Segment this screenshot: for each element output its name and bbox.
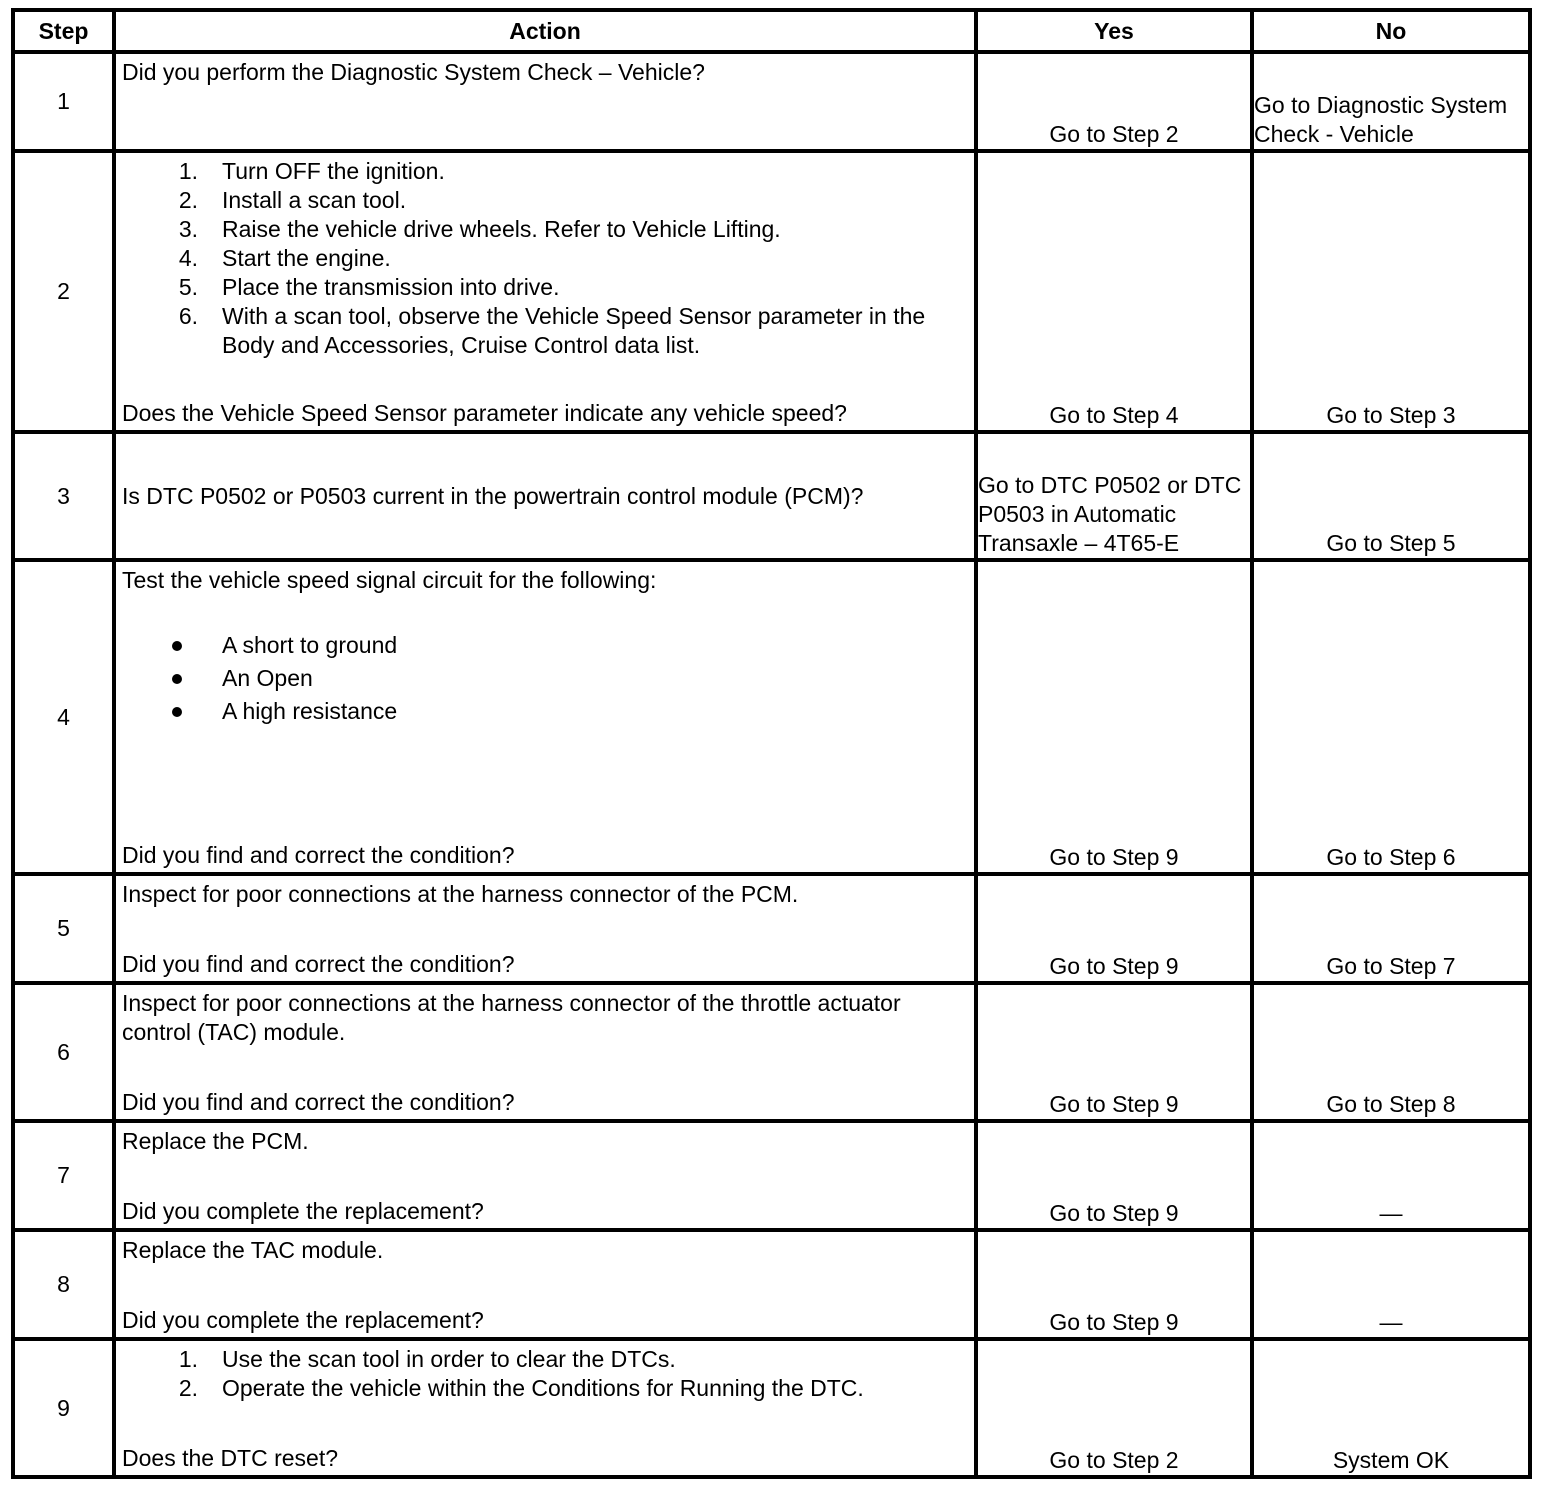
action-prompt: Replace the PCM. — [122, 1128, 309, 1154]
table-row — [13, 560, 1530, 874]
no-cell: — — [1252, 1230, 1530, 1339]
bullet-item: A high resistance — [122, 695, 968, 728]
action-prompt: Inspect for poor connections at the harness connector of the PCM. — [122, 881, 799, 907]
substep: 3. Raise the vehicle drive wheels. Refer to Vehicle Lifting. — [178, 216, 781, 242]
yes-cell: Go to Step 9 — [976, 983, 1252, 1121]
substep: 2. Install a scan tool. — [178, 187, 407, 213]
yes-cell: Go to Step 2 — [976, 1339, 1252, 1477]
no-cell: Go to Step 8 — [1252, 983, 1530, 1121]
substep: 1. Use the scan tool in order to clear the DTCs. — [178, 1346, 676, 1372]
yes-cell: Go to Step 9 — [976, 874, 1252, 983]
table-row — [13, 874, 1530, 983]
yes-cell: Go to Step 4 — [976, 151, 1252, 432]
action-cell — [114, 151, 976, 432]
no-cell: System OK — [1252, 1339, 1530, 1477]
action-prompt: Inspect for poor connections at the harness connector of the throttle actuator control (TAC) module. — [122, 990, 901, 1045]
step-number: 9 — [13, 1339, 114, 1477]
yes-cell: Go to Step 9 — [976, 560, 1252, 874]
action-cell — [114, 432, 976, 560]
action-question: Did you complete the replacement? — [122, 1198, 484, 1224]
table-row — [13, 1339, 1530, 1477]
no-cell: Go to Diagnostic System Check - Vehicle — [1252, 52, 1530, 151]
action-cell — [114, 874, 976, 983]
header-action: Action — [114, 10, 976, 52]
action-question: Does the Vehicle Speed Sensor parameter indicate any vehicle speed? — [122, 400, 847, 426]
action-question: Did you find and correct the condition? — [122, 842, 515, 868]
header-no: No — [1252, 10, 1530, 52]
substep-list — [122, 157, 968, 360]
substep: 5. Place the transmission into drive. — [178, 274, 560, 300]
no-cell: Go to Step 7 — [1252, 874, 1530, 983]
no-cell: — — [1252, 1121, 1530, 1230]
step-number: 6 — [13, 983, 114, 1121]
action-question: Did you complete the replacement? — [122, 1307, 484, 1333]
header-step: Step — [13, 10, 114, 52]
step-number: 4 — [13, 560, 114, 874]
action-cell — [114, 983, 976, 1121]
step-number: 5 — [13, 874, 114, 983]
bullet-item: A short to ground — [122, 629, 968, 662]
step-number: 1 — [13, 52, 114, 151]
substep: 2. Operate the vehicle within the Conditions for Running the DTC. — [178, 1375, 864, 1401]
table-row — [13, 1230, 1530, 1339]
action-cell — [114, 560, 976, 874]
bullet-list — [122, 629, 968, 728]
step-number: 8 — [13, 1230, 114, 1339]
substep: 4. Start the engine. — [178, 245, 391, 271]
action-cell — [114, 1339, 976, 1477]
step-number: 7 — [13, 1121, 114, 1230]
action-question: Did you find and correct the condition? — [122, 951, 515, 977]
no-cell: Go to Step 6 — [1252, 560, 1530, 874]
yes-cell: Go to Step 2 — [976, 52, 1252, 151]
header-yes: Yes — [976, 10, 1252, 52]
step-number: 3 — [13, 432, 114, 560]
yes-cell: Go to Step 9 — [976, 1230, 1252, 1339]
table-row — [13, 1121, 1530, 1230]
bullet-item: An Open — [122, 662, 968, 695]
no-cell: Go to Step 5 — [1252, 432, 1530, 560]
diagnostic-table — [11, 8, 1532, 1479]
action-prompt: Test the vehicle speed signal circuit for the following: — [122, 567, 657, 593]
substep: 1. Turn OFF the ignition. — [178, 158, 445, 184]
substep-list — [122, 1345, 968, 1403]
substep: 6. With a scan tool, observe the Vehicle Speed Sensor parameter in the Body and Accessories, Cruise Control data list. — [178, 303, 926, 358]
action-cell — [114, 1230, 976, 1339]
action-question: Does the DTC reset? — [122, 1445, 339, 1471]
table-row — [13, 151, 1530, 432]
action-prompt: Did you perform the Diagnostic System Check – Vehicle? — [122, 59, 705, 85]
no-cell: Go to Step 3 — [1252, 151, 1530, 432]
action-cell — [114, 52, 976, 151]
table-row — [13, 52, 1530, 151]
action-question: Did you find and correct the condition? — [122, 1089, 515, 1115]
step-number: 2 — [13, 151, 114, 432]
table-row — [13, 983, 1530, 1121]
action-prompt: Is DTC P0502 or P0503 current in the powertrain control module (PCM)? — [122, 482, 864, 509]
table-row — [13, 432, 1530, 560]
yes-cell: Go to Step 9 — [976, 1121, 1252, 1230]
header-row — [13, 10, 1530, 52]
action-cell — [114, 1121, 976, 1230]
yes-cell: Go to DTC P0502 or DTC P0503 in Automatic Transaxle – 4T65-E — [976, 432, 1252, 560]
action-prompt: Replace the TAC module. — [122, 1237, 384, 1263]
